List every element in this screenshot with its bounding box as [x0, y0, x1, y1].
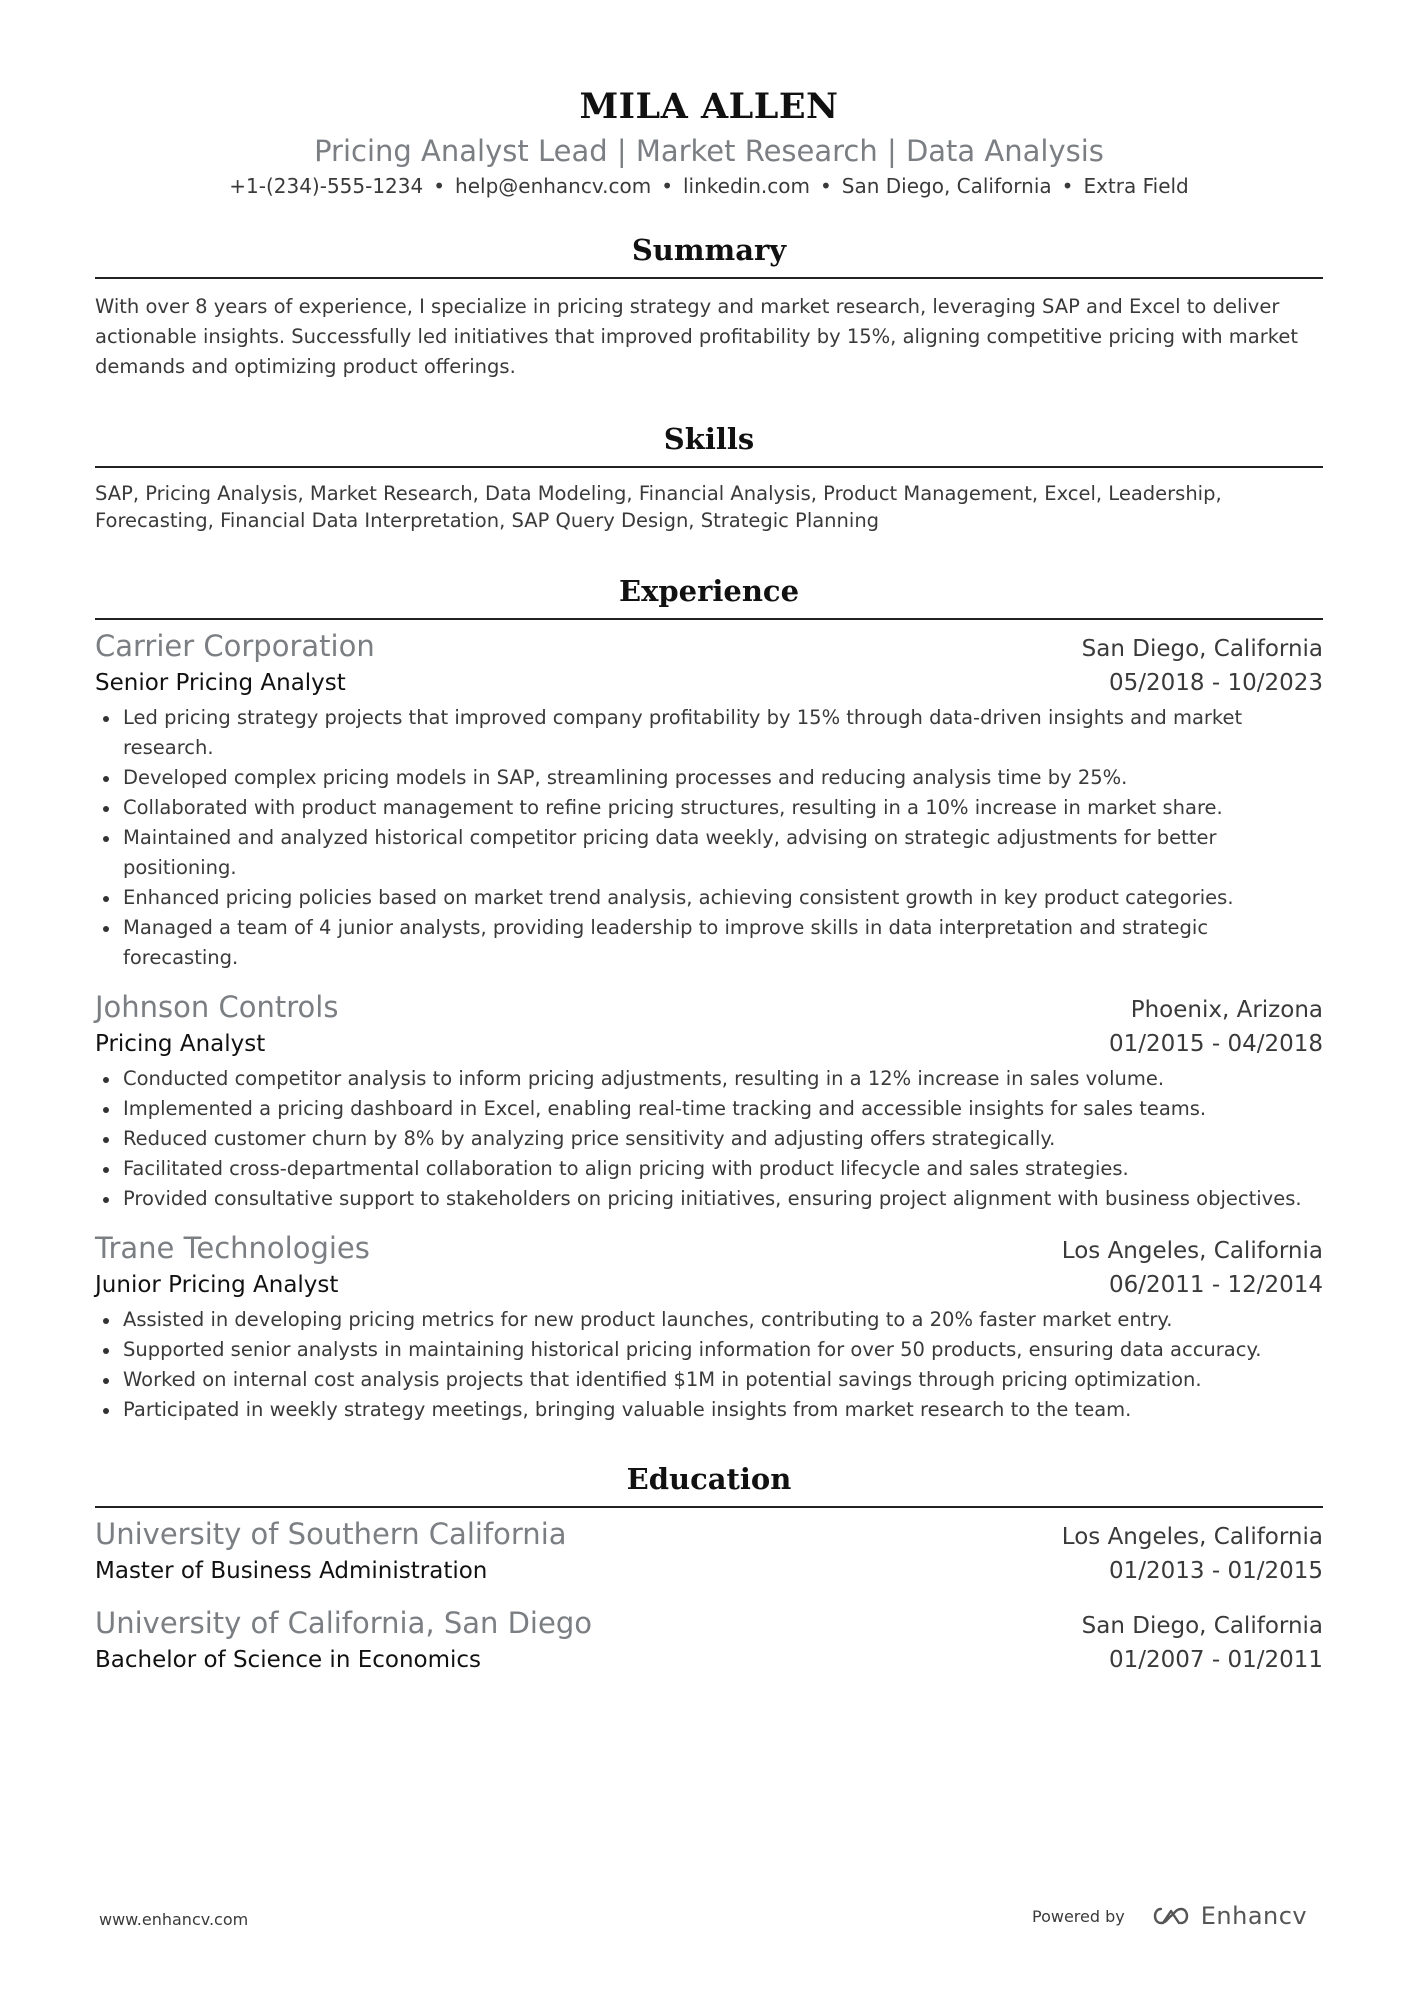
linkedin-link[interactable]: linkedin.com — [683, 174, 810, 198]
separator-dot-icon: • — [1061, 174, 1074, 198]
job-dates: 06/2011 - 12/2014 — [1108, 1272, 1323, 1298]
degree: Master of Business Administration — [95, 1558, 488, 1584]
job-location: Los Angeles, California — [1061, 1238, 1323, 1264]
email[interactable]: help@enhancv.com — [455, 174, 652, 198]
contact-line — [95, 172, 1323, 200]
section-divider — [95, 277, 1323, 279]
section-divider — [95, 618, 1323, 620]
job-bullets — [95, 1064, 1323, 1214]
extra-field: Extra Field — [1083, 174, 1189, 198]
footer-website-link[interactable]: www.enhancv.com — [99, 1910, 249, 1929]
experience-entry — [95, 1230, 1323, 1425]
bullet-item: Worked on internal cost analysis projects that identified $1M in potential savings through pricing optimization. — [95, 1365, 1323, 1395]
section-divider — [95, 1506, 1323, 1508]
bullet-item: Implemented a pricing dashboard in Excel, enabling real-time tracking and accessible insights for sales teams. — [95, 1094, 1323, 1124]
job-bullets — [95, 1305, 1323, 1425]
job-title: Senior Pricing Analyst — [95, 670, 346, 696]
job-title: Pricing Analyst — [95, 1031, 266, 1057]
school-location: San Diego, California — [1081, 1613, 1323, 1639]
bullet-item: Supported senior analysts in maintaining historical pricing information for over 50 products, ensuring data accuracy. — [95, 1335, 1323, 1365]
separator-dot-icon: • — [433, 174, 446, 198]
bullet-item: Facilitated cross-departmental collaboration to align pricing with product lifecycle and sales strategies. — [95, 1154, 1323, 1184]
bullet-item: Maintained and analyzed historical competitor pricing data weekly, advising on strategic adjustments for better positioning. — [95, 823, 1323, 883]
bullet-item: Conducted competitor analysis to inform pricing adjustments, resulting in a 12% increase in sales volume. — [95, 1064, 1323, 1094]
candidate-name: MILA ALLEN — [579, 86, 839, 127]
experience-section — [95, 571, 1323, 1425]
experience-entry — [95, 989, 1323, 1214]
education-section — [95, 1459, 1323, 1676]
entry-header — [95, 628, 1323, 667]
bullet-item: Enhanced pricing policies based on market trend analysis, achieving consistent growth in key product categories. — [95, 883, 1323, 913]
separator-dot-icon: • — [819, 174, 832, 198]
bullet-item: Participated in weekly strategy meetings, bringing valuable insights from market research to the team. — [95, 1395, 1323, 1425]
entry-header — [95, 1605, 1323, 1644]
job-dates: 05/2018 - 10/2023 — [1108, 670, 1323, 696]
section-title-experience: Experience — [618, 574, 800, 608]
bullet-item: Led pricing strategy projects that improved company profitability by 15% through data-driven insights and market research. — [95, 703, 1323, 763]
powered-by-label: Powered by — [1032, 1906, 1125, 1926]
summary-text: With over 8 years of experience, I specialize in pricing strategy and market research, leveraging SAP and Excel to deliver actionable insights. Successfully led initiatives that improved profitability by 15%, aligning competitive pricing with market demands and optimizing product offerings. — [95, 295, 1298, 378]
enhancv-logo-icon — [1149, 1905, 1193, 1927]
bullet-item: Provided consultative support to stakeholders on pricing initiatives, ensuring project alignment with business objectives. — [95, 1184, 1323, 1214]
entry-header — [95, 989, 1323, 1028]
section-title-skills: Skills — [663, 422, 755, 456]
entry-subheader — [95, 667, 1323, 699]
summary-section — [95, 230, 1323, 382]
footer-branding[interactable] — [1032, 1902, 1307, 1930]
education-dates: 01/2007 - 01/2011 — [1108, 1647, 1323, 1673]
entry-subheader — [95, 1555, 1323, 1587]
location: San Diego, California — [841, 174, 1052, 198]
company-name: Johnson Controls — [95, 990, 339, 1024]
education-entry — [95, 1605, 1323, 1676]
section-divider — [95, 466, 1323, 468]
entry-header — [95, 1230, 1323, 1269]
enhancv-brand-name: Enhancv — [1200, 1902, 1308, 1930]
phone[interactable]: +1-(234)-555-1234 — [229, 174, 424, 198]
entry-header — [95, 1516, 1323, 1555]
job-location: San Diego, California — [1081, 636, 1323, 662]
separator-dot-icon: • — [661, 174, 673, 198]
bullet-item: Collaborated with product management to refine pricing structures, resulting in a 10% increase in market share. — [95, 793, 1323, 823]
job-title: Junior Pricing Analyst — [95, 1272, 339, 1298]
job-location: Phoenix, Arizona — [1130, 997, 1323, 1023]
experience-entry — [95, 628, 1323, 973]
entry-subheader — [95, 1269, 1323, 1301]
job-dates: 01/2015 - 04/2018 — [1108, 1031, 1323, 1057]
company-name: Trane Technologies — [95, 1231, 370, 1265]
bullet-item: Assisted in developing pricing metrics for new product launches, contributing to a 20% faster market entry. — [95, 1305, 1323, 1335]
skills-line: Forecasting, Financial Data Interpretation, SAP Query Design, Strategic Planning — [95, 509, 880, 532]
entry-subheader — [95, 1644, 1323, 1676]
skills-list — [95, 480, 1323, 534]
education-entry — [95, 1516, 1323, 1587]
bullet-item: Reduced customer churn by 8% by analyzing price sensitivity and adjusting offers strategically. — [95, 1124, 1323, 1154]
degree: Bachelor of Science in Economics — [95, 1647, 482, 1673]
bullet-item: Managed a team of 4 junior analysts, providing leadership to improve skills in data interpretation and strategic forecasting. — [95, 913, 1323, 973]
candidate-headline: Pricing Analyst Lead | Market Research | Data Analysis — [314, 134, 1104, 168]
section-title-summary: Summary — [631, 233, 787, 267]
resume-content — [95, 82, 1323, 1676]
bullet-item: Developed complex pricing models in SAP, streamlining processes and reducing analysis time by 25%. — [95, 763, 1323, 793]
entry-subheader — [95, 1028, 1323, 1060]
school-name: University of California, San Diego — [95, 1606, 592, 1640]
company-name: Carrier Corporation — [95, 629, 375, 663]
skills-section — [95, 419, 1323, 534]
section-title-education: Education — [626, 1462, 792, 1496]
job-bullets — [95, 703, 1323, 973]
school-location: Los Angeles, California — [1061, 1524, 1323, 1550]
school-name: University of Southern California — [95, 1517, 567, 1551]
skills-line: SAP, Pricing Analysis, Market Research, Data Modeling, Financial Analysis, Product Management, Excel, Leadership, — [95, 482, 1222, 505]
education-dates: 01/2013 - 01/2015 — [1108, 1558, 1323, 1584]
